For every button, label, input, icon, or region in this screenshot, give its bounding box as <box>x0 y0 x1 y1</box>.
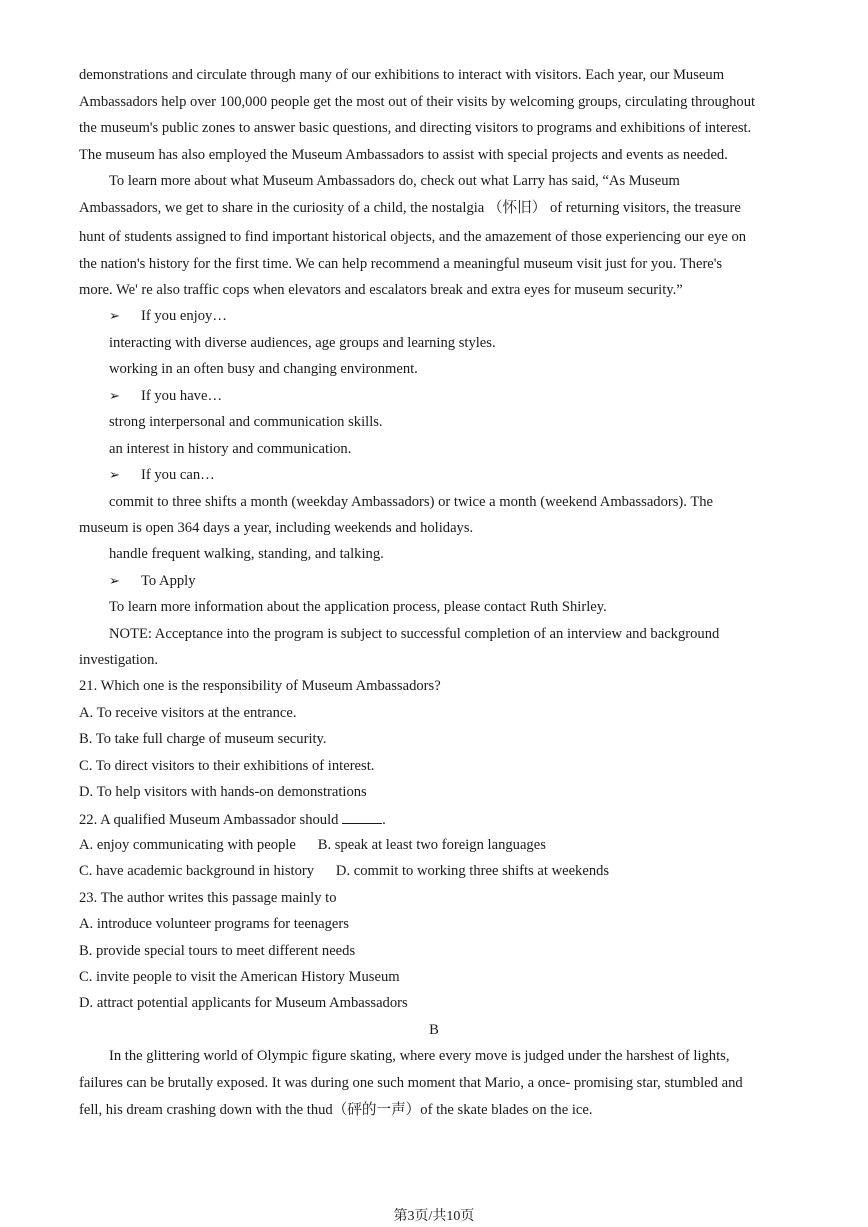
can-item-1-line-1: commit to three shifts a month (weekday Ambassadors) or twice a month (weekend Ambassadors). The <box>109 494 714 510</box>
answer-blank <box>342 809 382 824</box>
passage-a-p2-line-1: To learn more about what Museum Ambassadors do, check out what Larry has said, “As Museum <box>109 173 680 189</box>
passage-b-line-3: fell, his dream crashing down with the thud（砰的一声）of the skate blades on the ice. <box>79 1102 593 1118</box>
can-item-1-line-2: museum is open 364 days a year, including weekends and holidays. <box>79 520 474 536</box>
q23-option-b: B. provide special tours to meet different needs <box>79 943 356 959</box>
q21-option-d: D. To help visitors with hands-on demonstrations <box>79 784 367 800</box>
apply-text: To learn more information about the application process, please contact Ruth Shirley. <box>109 599 607 615</box>
have-item: an interest in history and communication. <box>109 441 352 457</box>
q23-stem: 23. The author writes this passage mainly to <box>79 890 337 906</box>
have-item: strong interpersonal and communication skills. <box>109 414 383 430</box>
passage-a-p2-line-2: Ambassadors, we get to share in the curiosity of a child, the nostalgia （怀旧） of returning visitors, the treasure <box>79 200 741 216</box>
bullet-arrow-icon: ➢ <box>109 573 120 588</box>
enjoy-item: working in an often busy and changing environment. <box>109 361 418 377</box>
q22-stem-end: . <box>382 812 386 828</box>
q23-option-d: D. attract potential applicants for Museum Ambassadors <box>79 995 408 1011</box>
enjoy-heading: If you enjoy… <box>141 308 227 324</box>
passage-b-line-2: failures can be brutally exposed. It was during one such moment that Mario, a once- promising star, stumbled and <box>79 1075 743 1091</box>
q21-option-c: C. To direct visitors to their exhibitions of interest. <box>79 758 375 774</box>
q23-option-a: A. introduce volunteer programs for teenagers <box>79 916 349 932</box>
bullet-arrow-icon: ➢ <box>109 308 120 323</box>
bullet-arrow-icon: ➢ <box>109 467 120 482</box>
q22-stem: 22. A qualified Museum Ambassador should <box>79 812 339 828</box>
q21-stem: 21. Which one is the responsibility of Museum Ambassadors? <box>79 678 441 694</box>
q22-stem-line <box>79 809 386 829</box>
apply-heading: To Apply <box>141 573 196 589</box>
q21-option-a: A. To receive visitors at the entrance. <box>79 705 297 721</box>
passage-a-p2-line-3: hunt of students assigned to find important historical objects, and the amazement of those experiencing our eye on <box>79 229 747 245</box>
passage-b-label: B <box>429 1022 439 1038</box>
q21-option-b: B. To take full charge of museum security. <box>79 731 327 747</box>
passage-a-p1-line-3: the museum's public zones to answer basic questions, and directing visitors to programs and exhibitions of interest. <box>79 120 752 136</box>
have-heading: If you have… <box>141 388 223 404</box>
passage-a-p2-line-5: more. We' re also traffic cops when elevators and escalators break and extra eyes for museum security.” <box>79 282 683 298</box>
can-heading: If you can… <box>141 467 215 483</box>
q23-option-c: C. invite people to visit the American History Museum <box>79 969 400 985</box>
passage-b-line-1: In the glittering world of Olympic figure skating, where every move is judged under the harshest of lights, <box>109 1048 730 1064</box>
passage-a-p1-line-4: The museum has also employed the Museum Ambassadors to assist with special projects and events as needed. <box>79 147 728 163</box>
passage-a-p2-line-4: the nation's history for the first time. We can help recommend a meaningful museum visit just for you. There's <box>79 256 723 272</box>
passage-a-p1-line-1: demonstrations and circulate through many of our exhibitions to interact with visitors. Each year, our Museum <box>79 67 725 83</box>
q22-options-ab: A. enjoy communicating with people B. speak at least two foreign languages <box>79 837 546 853</box>
page-number: 第3页/共10页 <box>393 1209 475 1224</box>
enjoy-item: interacting with diverse audiences, age groups and learning styles. <box>109 335 496 351</box>
can-item-2: handle frequent walking, standing, and talking. <box>109 546 384 562</box>
bullet-arrow-icon: ➢ <box>109 388 120 403</box>
apply-note-line-1: NOTE: Acceptance into the program is subject to successful completion of an interview and background <box>109 626 720 642</box>
q22-options-cd: C. have academic background in history D. commit to working three shifts at weekends <box>79 863 610 879</box>
passage-a-p1-line-2: Ambassadors help over 100,000 people get the most out of their visits by welcoming groups, circulating throughout <box>79 94 756 110</box>
apply-note-line-2: investigation. <box>79 652 159 668</box>
